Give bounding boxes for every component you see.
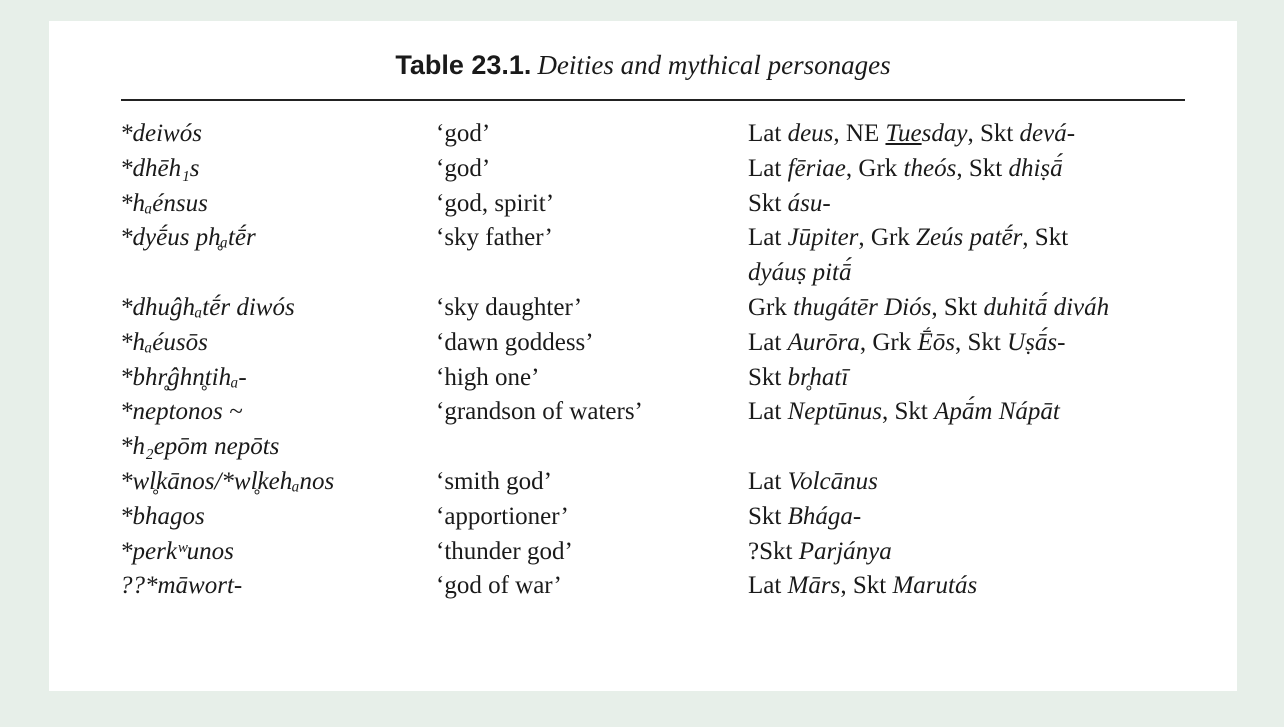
table-row [120,256,1109,291]
table-row [120,326,1109,361]
table-title: Deities and mythical personages [537,50,891,80]
document-page [49,21,1237,691]
cognate-segment: fēriae [787,154,846,182]
gloss: ‘god’ [436,120,491,147]
gloss: ‘god’ [436,154,491,182]
cognate-segment: , Grk [845,154,904,182]
cognate-segment: Apā́m Nápāt [934,398,1060,426]
cognate-segment: , Skt [931,293,984,321]
cognates [748,500,1109,535]
reconstructed-form: *perkʷunos [120,537,234,565]
reconstructed-form: *hₐéusōs [120,328,208,356]
deities-table [120,117,1109,604]
cognate-segment: Lat [748,154,788,182]
cognates [748,152,1109,187]
caption-rule [121,99,1185,101]
cognates [748,326,1109,361]
cognate-segment: theós [903,154,957,182]
table-caption [49,49,1237,81]
cognate-segment: , Skt [967,120,1020,147]
cognate-segment: Tue [885,120,922,147]
gloss: ‘high one’ [436,363,540,391]
cognate-segment: deus [787,120,834,147]
cognate-segment: Bhága- [787,502,862,530]
gloss: ‘god of war’ [436,572,562,600]
reconstructed-form: *neptonos ~ [120,398,243,426]
reconstructed-form: *dyḗus ph̥ₐtḗr [120,224,256,252]
gloss: ‘apportioner’ [436,502,569,530]
gloss [436,256,748,291]
cognate-segment: , Skt [1022,224,1069,252]
table-row [120,152,1109,187]
cognate-segment: , Skt [954,328,1008,356]
cognate-segment: dyáuṣ pitā́ [748,259,852,287]
reconstructed-form: *dhēh₁s [120,154,200,182]
cognate-segment: , Skt [882,398,935,426]
cognate-segment: Marutás [892,572,978,600]
cognate-segment: Volcānus [787,467,878,495]
cognate-segment: Lat [748,120,788,147]
cognate-segment: Skt [748,189,788,217]
gloss: ‘god, spirit’ [436,189,555,217]
cognates [748,569,1109,604]
cognate-segment: Mārs [787,572,841,600]
cognates [748,395,1109,430]
reconstructed-form: *dhuĝhₐtḗr diwós [120,293,295,321]
table-row [120,500,1109,535]
reconstructed-form: *bhagos [120,502,205,530]
cognate-segment: Uṣā́s- [1007,328,1066,356]
cognates [748,361,1109,396]
reconstructed-form: *wl̥kānos/*wl̥kehₐnos [120,467,335,495]
cognate-segment: Lat [748,398,788,426]
table-row [120,395,1109,430]
cognate-segment: Neptūnus [787,398,883,426]
table-row [120,465,1109,500]
cognate-segment: Lat [748,224,788,252]
cognate-segment: Lat [748,467,788,495]
cognate-segment: , Skt [840,572,893,600]
cognates [748,465,1109,500]
reconstructed-form [120,256,436,291]
cognate-segment: sday [921,120,968,147]
table-row [120,535,1109,570]
cognates [748,430,1109,465]
cognate-segment: Aurōra [787,328,860,356]
table-row [120,291,1109,326]
cognate-segment: Skt [748,363,788,391]
cognate-segment: thugátēr Diós [793,293,932,321]
cognate-segment: ?Skt [748,537,799,565]
gloss: ‘grandson of waters’ [436,398,643,426]
cognate-segment: Grk [748,293,794,321]
reconstructed-form: ??*māwort- [120,572,243,600]
cognates [748,291,1109,326]
cognate-segment: devá- [1019,120,1076,147]
gloss: ‘dawn goddess’ [436,328,594,356]
cognate-segment: duhitā́ diváh [983,293,1110,321]
table-row [120,187,1109,222]
cognate-segment: Lat [748,328,788,356]
cognates [748,117,1109,152]
cognate-segment: Ḗōs [917,328,955,356]
cognate-segment: , Grk [858,224,917,252]
gloss [436,430,748,465]
table-row [120,569,1109,604]
gloss: ‘sky daughter’ [436,293,583,321]
reconstructed-form: *hₐénsus [120,189,208,217]
gloss: ‘thunder god’ [436,537,573,565]
cognate-segment: Lat [748,572,788,600]
cognate-segment: , NE [833,120,886,147]
table-row [120,430,1109,465]
gloss: ‘sky father’ [436,224,553,252]
cognates [748,187,1109,222]
reconstructed-form: *bhr̥ĝhn̥tihₐ- [120,363,247,391]
cognate-segment: Zeús patḗr [916,224,1023,252]
cognate-segment: , Skt [956,154,1009,182]
cognate-segment: , Grk [859,328,918,356]
gloss: ‘smith god’ [436,467,552,495]
cognates [748,535,1109,570]
table-label: Table 23.1. [395,50,532,80]
cognates [748,221,1109,256]
reconstructed-form: *deiwós [120,120,202,147]
cognate-segment: Parjánya [798,537,892,565]
cognate-segment: br̥hatī [787,363,849,391]
cognates [748,256,1109,291]
cognate-segment: Skt [748,502,788,530]
table-row [120,221,1109,256]
table-row [120,117,1109,152]
cognate-segment: ásu- [787,189,831,217]
table-row [120,361,1109,396]
cognate-segment: dhiṣā́ [1008,154,1063,182]
cognate-segment: Jūpiter [787,224,859,252]
reconstructed-form: *h₂epōm nepōts [120,433,280,461]
